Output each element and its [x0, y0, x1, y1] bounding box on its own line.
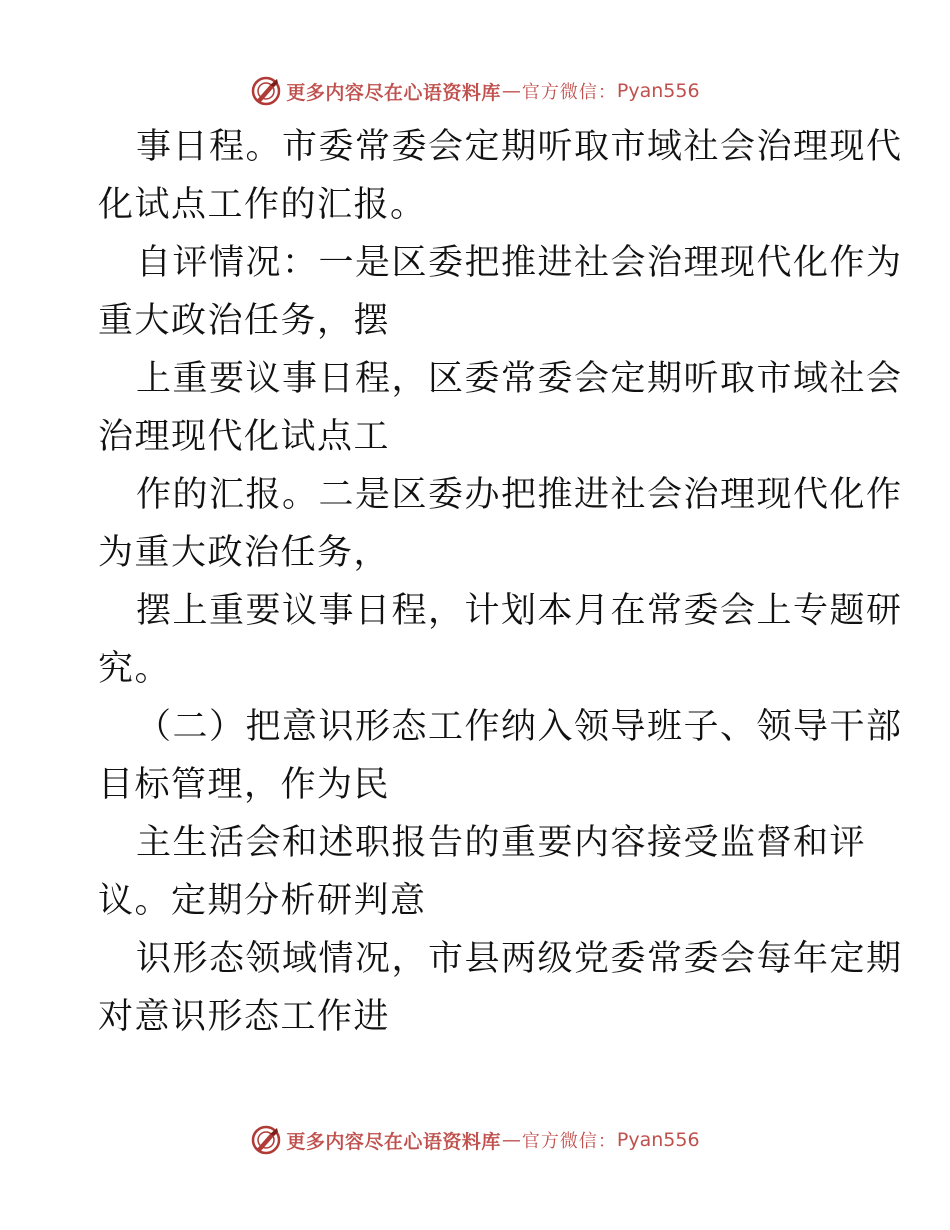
- pen-logo-icon: [250, 75, 282, 107]
- watermark-sub-text: 官方微信：: [521, 1131, 617, 1152]
- text-line: 主生活会和述职报告的重要内容接受监督和评: [136, 823, 867, 863]
- watermark-dash: —: [501, 80, 521, 102]
- footer-watermark: [0, 1123, 950, 1157]
- document-body: [98, 118, 903, 1046]
- text-line: 自评情况：一是区委把推进社会治理现代化作为: [136, 243, 903, 283]
- pen-logo-icon: [250, 1124, 282, 1156]
- text-line: 化试点工作的汇报。: [98, 185, 427, 225]
- text-line: 作的汇报。二是区委办把推进社会治理现代化作: [136, 475, 903, 515]
- watermark-wechat-id: Pyan556: [616, 80, 700, 102]
- text-line: 识形态领域情况，市县两级党委常委会每年定期: [136, 939, 903, 979]
- text-line: （二）把意识形态工作纳入领导班子、领导干部: [136, 707, 903, 747]
- text-line: 上重要议事日程，区委常委会定期听取市域社会: [136, 359, 903, 399]
- watermark-dash: —: [501, 1129, 521, 1151]
- header-watermark: [0, 74, 950, 108]
- text-line: 对意识形态工作进: [98, 997, 391, 1037]
- text-line: 重大政治任务，摆: [98, 301, 391, 341]
- watermark-main-text: 更多内容尽在心语资料库: [286, 1130, 501, 1153]
- text-line: 目标管理，作为民: [98, 765, 391, 805]
- text-line: 事日程。市委常委会定期听取市域社会治理现代: [136, 127, 903, 167]
- text-line: 究。: [98, 649, 172, 689]
- text-line: 议。定期分析研判意: [98, 881, 427, 921]
- watermark-wechat-id: Pyan556: [616, 1129, 700, 1151]
- watermark-main-text: 更多内容尽在心语资料库: [286, 81, 501, 104]
- text-line: 治理现代化试点工: [98, 417, 391, 457]
- watermark-sub-text: 官方微信：: [521, 82, 617, 103]
- text-line: 为重大政治任务，: [98, 533, 391, 573]
- text-line: 摆上重要议事日程，计划本月在常委会上专题研: [136, 591, 903, 631]
